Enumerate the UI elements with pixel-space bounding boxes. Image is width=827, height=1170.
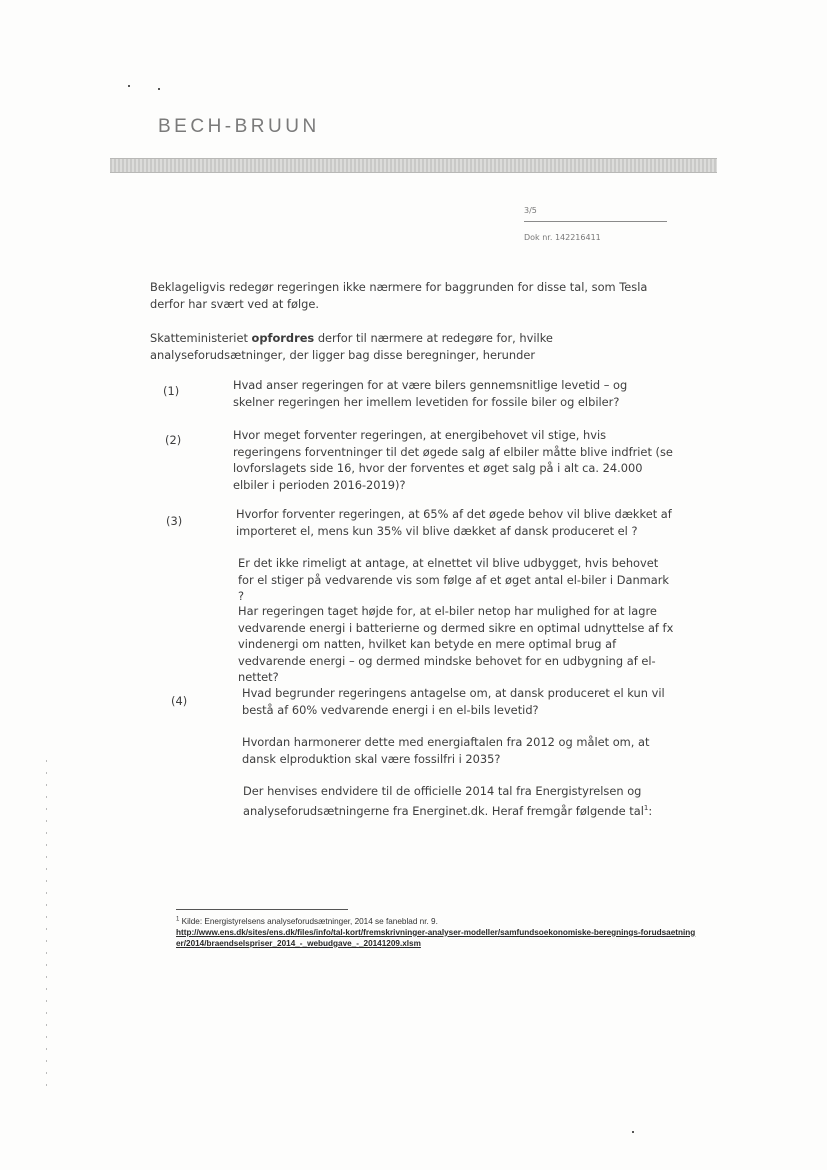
scan-speck [128,85,130,87]
item-4-paragraph-2: Hvordan harmonerer dette med energiaftalen fra 2012 og målet om, at dansk elproduktion skal være fossilfri i 2035? [242,735,650,766]
doc-number-rule [524,221,667,222]
footnote-rule [176,909,348,910]
item-1-paragraph-1: Hvad anser regeringen for at være bilers gennemsnitlige levetid – og skelner regeringen her imellem levetiden for fossile biler og elbiler? [233,378,628,409]
scan-edge-marks [46,760,47,1090]
page-number: 3/5 [524,206,537,215]
item-number-4: (4) [171,694,188,708]
item-4-paragraph-3 [243,783,679,819]
footnote-link[interactable]: http://www.ens.dk/sites/ens.dk/files/info/tal-kort/fremskrivninger-analyser-modeller/samfundsoekonomiske-beregnings-forudsaetninger/2014/braendselspriser_2014_-_webudgave_-_20141209.xlsm [176,927,696,948]
footnote-reference[interactable]: 1 [643,803,649,812]
item-2-paragraph-1: Hvor meget forventer regeringen, at energibehovet vil stige, hvis regeringens forventninger til det øgede salg af elbiler måtte blive indfriet (se lovforslagets side 16, hvor der forventes et øget salg på i alt ca. 24.000 elbiler i perioden 2016-2019)? [233,428,673,492]
header-band [110,158,717,173]
footnote-marker: 1 [176,916,180,922]
item-4-paragraph-1: Hvad begrunder regeringens antagelse om, at dansk produceret el kun vil bestå af 60% vedvarende energi i en el-bils levetid? [242,686,665,717]
request-prefix: Skatteministeriet [150,331,252,345]
item-3-paragraph-1: Hvorfor forventer regeringen, at 65% af det øgede behov vil blive dækket af importeret el, mens kun 35% vil blive dækket af dansk produceret el ? [236,507,672,538]
item-4-paragraph-3-text: Der henvises endvidere til de officielle 2014 tal fra Energistyrelsen og analyseforudsætningerne fra Energinet.dk. Heraf fremgår følgende tal [243,784,644,818]
request-paragraph [150,330,672,363]
request-suffix: derfor til nærmere at redegøre for, hvilke analyseforudsætninger, der ligger bag disse beregninger, herunder [150,331,553,362]
item-3-paragraph-3: Har regeringen taget højde for, at el-biler netop har mulighed for at lagre vedvarende energi i batterierne og dermed sikre en optimal udnyttelse af fx vindenergi om natten, hvilket kan betyde en mere optimal brug af vedvarende energi – og dermed mindske behovet for en udbygning af el-nettet? [238,604,674,684]
item-number-3: (3) [166,514,183,528]
item-number-2: (2) [165,433,182,447]
item-number-1: (1) [163,384,180,398]
scan-speck [632,1131,634,1133]
intro-paragraph: Beklageligvis redegør regeringen ikke nærmere for baggrunden for disse tal, som Tesla derfor har svært ved at følge. [150,280,648,311]
footnote-source: Kilde: Energistyrelsens analyseforudsætninger, 2014 se faneblad nr. 9. [181,916,438,926]
request-bold: opfordres [251,331,315,345]
company-logo: BECH-BRUUN [158,116,320,137]
footnote [176,914,696,949]
doc-number: Dok nr. 142216411 [524,233,601,242]
trailing-colon: : [648,803,653,818]
footnote-text [176,917,438,926]
item-3-paragraph-2: Er det ikke rimeligt at antage, at elnettet vil blive udbygget, hvis behovet for el stiger på vedvarende vis som følge af et øget antal el-biler i Danmark ? [238,556,670,603]
scan-speck [158,88,160,90]
